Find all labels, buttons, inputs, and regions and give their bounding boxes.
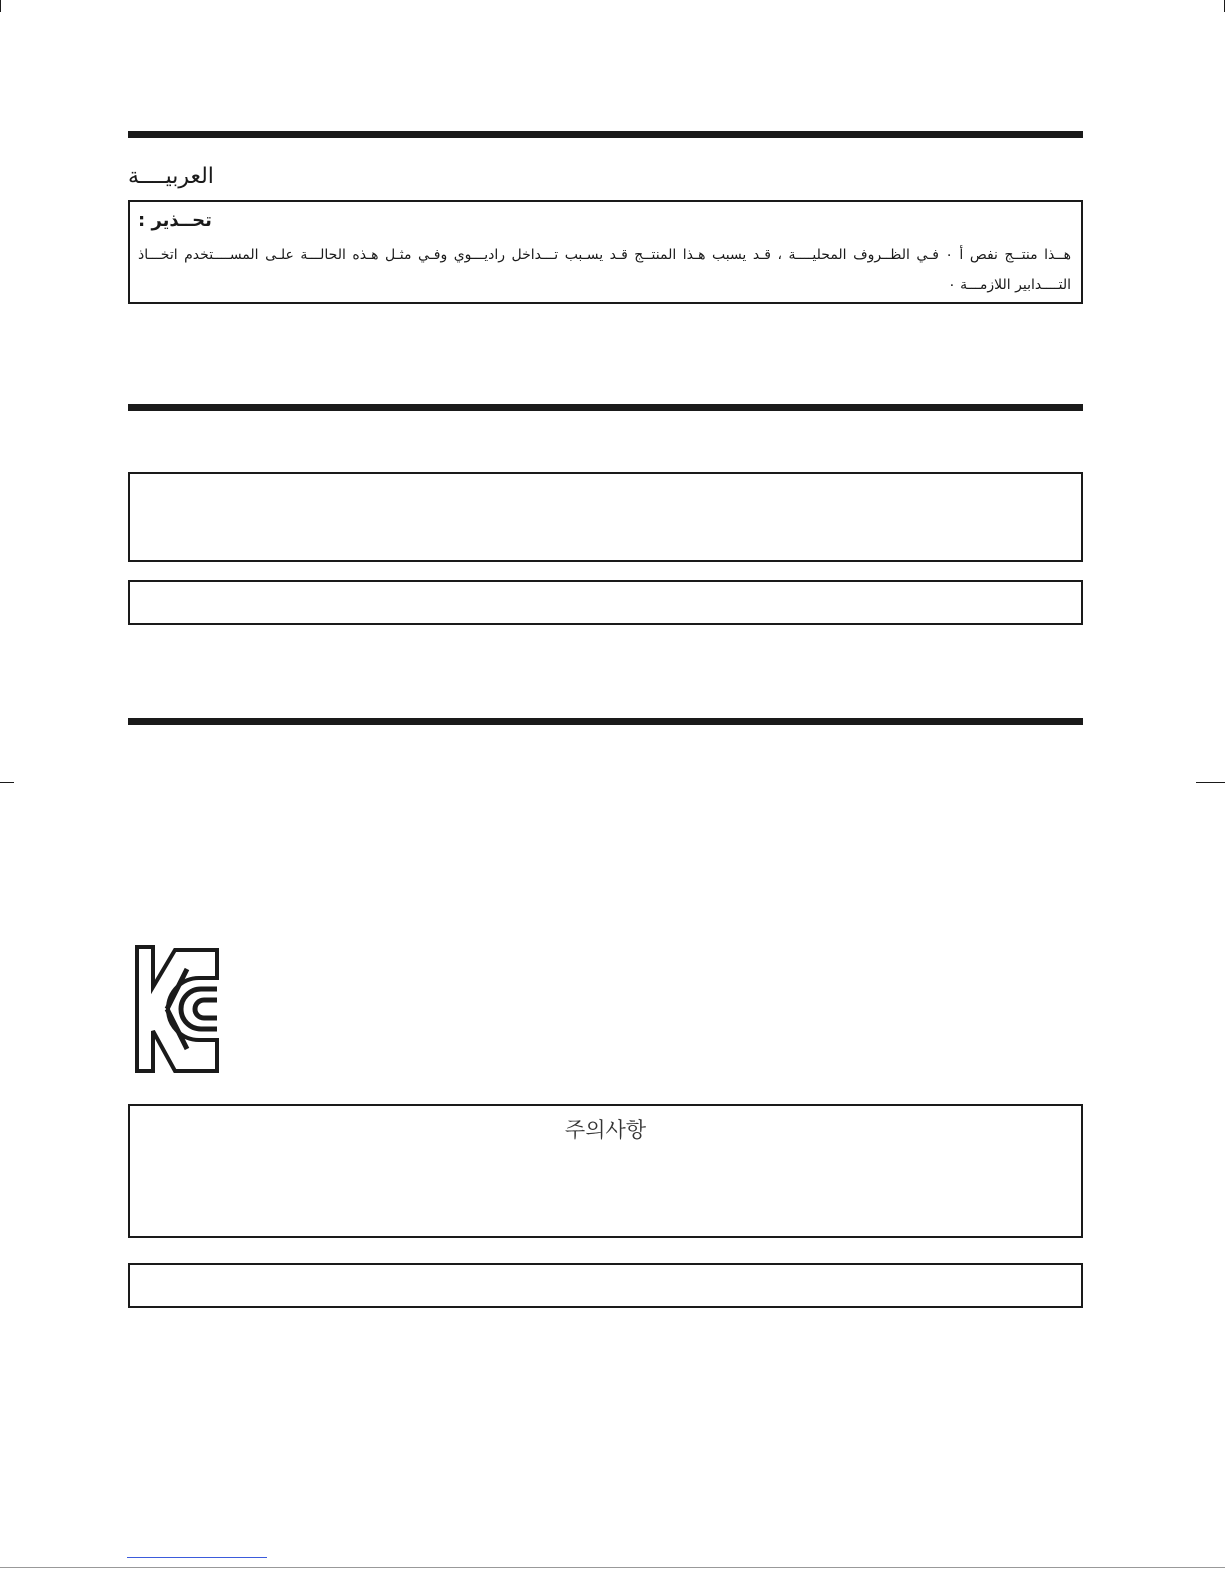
arabic-warning-box [128, 200, 1083, 304]
korean-caution-box [128, 1104, 1083, 1238]
arabic-warning-body: هــذا منتــج نفص أ ٠ فـي الظــروف المحليــــة ، قـد يسبب هـذا المنتــج قـد يسـبب تـــداخل راديـــوي وفـي مثـل هـذه الحالـــة علـى المســــتخدم اتخـــاذ التــــدابير اللازمـــة ٠ [138, 247, 1071, 293]
arabic-warning-heading: تحــذير : [138, 210, 212, 231]
bottom-underline-link [127, 1557, 267, 1558]
crop-mark-top-left [0, 0, 1, 12]
section-rule-3 [128, 718, 1083, 725]
page-bottom-line [0, 1567, 1225, 1568]
korean-empty-box [128, 1263, 1083, 1308]
empty-box-small [128, 580, 1083, 625]
section-rule-arabic [128, 131, 1083, 138]
crop-mark-right [1196, 782, 1225, 783]
korean-caution-title: 주의사항 [564, 1118, 647, 1142]
empty-box-large [128, 472, 1083, 562]
kc-certification-logo [135, 945, 221, 1073]
crop-mark-left [0, 782, 14, 783]
section-rule-2 [128, 404, 1083, 411]
arabic-language-title: العربيــــة [128, 164, 214, 189]
